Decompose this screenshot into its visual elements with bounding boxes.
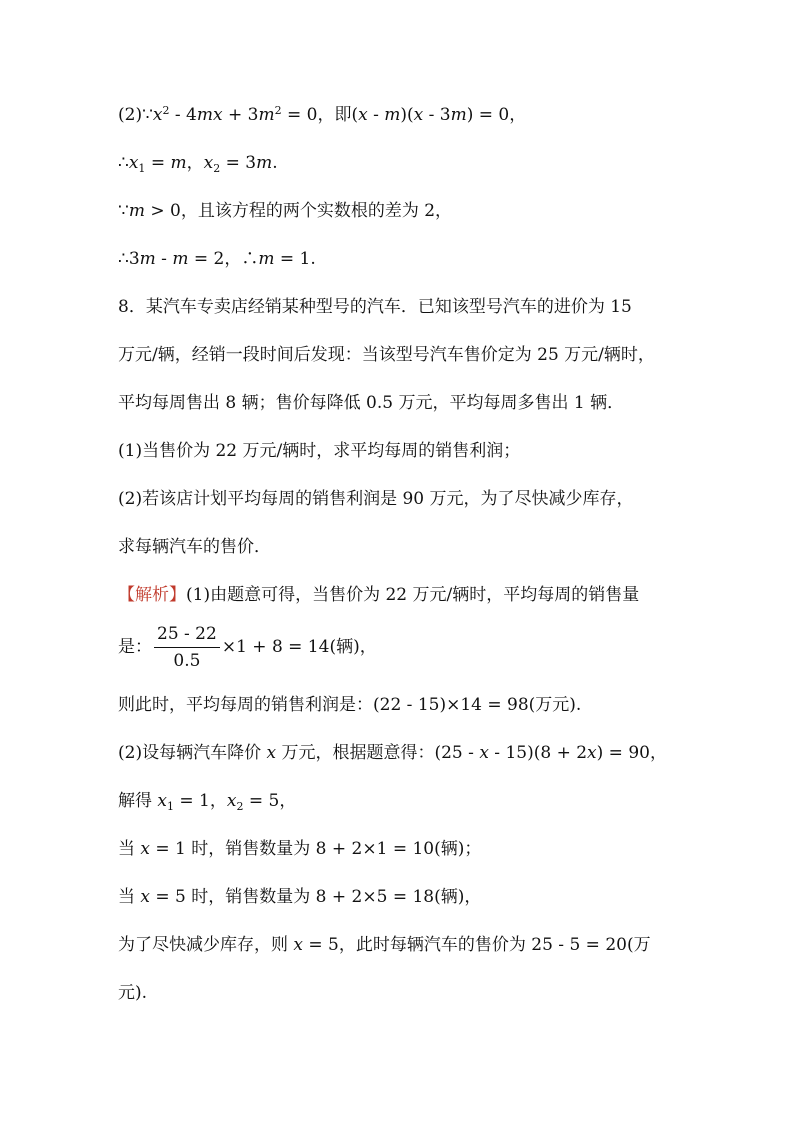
text-run: ∴ bbox=[118, 153, 129, 173]
fraction-denominator: 0.5 bbox=[173, 651, 201, 671]
text-run: + 3 bbox=[222, 105, 259, 125]
analysis-line-8 bbox=[118, 934, 718, 956]
subscript: 2 bbox=[236, 800, 244, 813]
text-run: x bbox=[293, 935, 303, 955]
analysis-line-4 bbox=[118, 742, 718, 764]
text-run: ， bbox=[186, 153, 204, 173]
text-run: x bbox=[358, 105, 368, 125]
analysis-line-2 bbox=[118, 623, 718, 672]
analysis-line-3 bbox=[118, 694, 718, 716]
text-run: - 15)(8 + 2 bbox=[488, 743, 588, 763]
text-run: . bbox=[272, 153, 278, 173]
text-run: x bbox=[413, 105, 424, 125]
text-run: = 2，∴ bbox=[188, 249, 259, 269]
text-run: m bbox=[258, 105, 275, 125]
text-run: x bbox=[203, 153, 214, 173]
text-run: ×1 + 8 = 14(辆)， bbox=[221, 637, 377, 657]
problem-8-line-3 bbox=[118, 392, 718, 414]
problem-8-line-2 bbox=[118, 344, 718, 366]
text-run: x bbox=[157, 791, 167, 811]
analysis-line-5 bbox=[118, 790, 718, 812]
text-run: - bbox=[367, 105, 385, 125]
text-run: 当 bbox=[118, 887, 141, 907]
text-run: )( bbox=[400, 105, 414, 125]
text-run: ) = 0， bbox=[466, 105, 527, 125]
text-run: m bbox=[128, 201, 145, 221]
analysis-line-9 bbox=[118, 982, 718, 1004]
superscript: 2 bbox=[162, 104, 170, 117]
text-run: 求每辆汽车的售价． bbox=[118, 537, 271, 557]
fraction bbox=[154, 623, 220, 672]
text-run: (1)由题意可得，当售价为 22 万元/辆时，平均每周的销售量 bbox=[186, 585, 640, 605]
text-run: = 5 时，销售数量为 8 + 2×5 = 18(辆)， bbox=[150, 887, 482, 907]
text-run: x bbox=[266, 743, 277, 763]
text-run: - 4 bbox=[169, 105, 197, 125]
text-run: = 1 时，销售数量为 8 + 2×1 = 10(辆)； bbox=[150, 839, 482, 859]
solution-line-4 bbox=[118, 248, 718, 270]
text-run: = bbox=[145, 153, 171, 173]
subscript: 1 bbox=[167, 800, 174, 813]
subscript: 1 bbox=[138, 162, 146, 175]
text-run: = 0，即( bbox=[281, 105, 359, 125]
text-run: m bbox=[258, 249, 275, 269]
text-run: > 0，且该方程的两个实数根的差为 2， bbox=[144, 201, 453, 221]
analysis-line-6 bbox=[118, 838, 718, 860]
text-run: 万元，根据题意得：(25 - bbox=[276, 743, 480, 763]
text-run: x bbox=[587, 743, 597, 763]
text-run: = 3 bbox=[220, 153, 257, 173]
text-run: m bbox=[384, 105, 401, 125]
text-run: ∴3 bbox=[118, 249, 140, 269]
text-run: 为了尽快减少库存，则 bbox=[118, 935, 294, 955]
text-run: = 5，此时每辆汽车的售价为 25 - 5 = 20(万 bbox=[303, 935, 651, 955]
text-run: 解得 bbox=[118, 791, 158, 811]
text-run: m bbox=[256, 153, 273, 173]
superscript: 2 bbox=[274, 104, 282, 117]
subscript: 2 bbox=[213, 162, 221, 175]
problem-8-question-2 bbox=[118, 488, 718, 510]
text-run: x bbox=[226, 791, 237, 811]
text-run: 平均每周售出 8 辆；售价每降低 0.5 万元，平均每周多售出 1 辆． bbox=[118, 393, 625, 413]
text-run: - 3 bbox=[423, 105, 451, 125]
solution-line-3 bbox=[118, 200, 718, 222]
text-run: - bbox=[155, 249, 173, 269]
text-run: 则此时，平均每周的销售利润是：(22 - 15)×14 = 98(万元). bbox=[118, 695, 582, 715]
text-run: x bbox=[128, 153, 139, 173]
text-run: 是： bbox=[118, 637, 152, 657]
text-run: x bbox=[140, 887, 150, 907]
problem-8-question-2-cont bbox=[118, 536, 718, 558]
solution-line-1 bbox=[118, 104, 718, 126]
text-run: 元). bbox=[118, 983, 148, 1003]
text-run: x bbox=[140, 839, 150, 859]
text-run: x bbox=[152, 105, 163, 125]
solution-line-2 bbox=[118, 152, 718, 174]
text-run: (2)设每辆汽车降价 bbox=[118, 743, 267, 763]
analysis-tag: 【解析】 bbox=[118, 585, 186, 605]
problem-8-question-1 bbox=[118, 440, 718, 462]
text-run: (2)∵ bbox=[118, 105, 153, 125]
text-run: 8．某汽车专卖店经销某种型号的汽车．已知该型号汽车的进价为 15 bbox=[118, 297, 632, 317]
text-run: m bbox=[172, 249, 189, 269]
text-run: x bbox=[479, 743, 489, 763]
problem-8-line-1 bbox=[118, 296, 718, 318]
text-run: m bbox=[450, 105, 467, 125]
text-run: = 5， bbox=[243, 791, 297, 811]
text-run: = 1. bbox=[274, 249, 316, 269]
text-run: 当 bbox=[118, 839, 141, 859]
text-run: m bbox=[170, 153, 187, 173]
text-run: (2)若该店计划平均每周的销售利润是 90 万元，为了尽快减少库存， bbox=[118, 489, 634, 509]
text-run: ) = 90， bbox=[596, 743, 667, 763]
text-run: mx bbox=[196, 105, 223, 125]
text-run: = 1， bbox=[174, 791, 227, 811]
analysis-line-7 bbox=[118, 886, 718, 908]
text-run: 万元/辆，经销一段时间后发现：当该型号汽车售价定为 25 万元/辆时， bbox=[118, 345, 655, 365]
text-run: m bbox=[139, 249, 156, 269]
text-run: ∵ bbox=[118, 201, 129, 221]
analysis-line-1 bbox=[118, 584, 718, 606]
text-run: (1)当售价为 22 万元/辆时，求平均每周的销售利润； bbox=[118, 441, 521, 461]
fraction-numerator: 25 - 22 bbox=[154, 623, 220, 648]
